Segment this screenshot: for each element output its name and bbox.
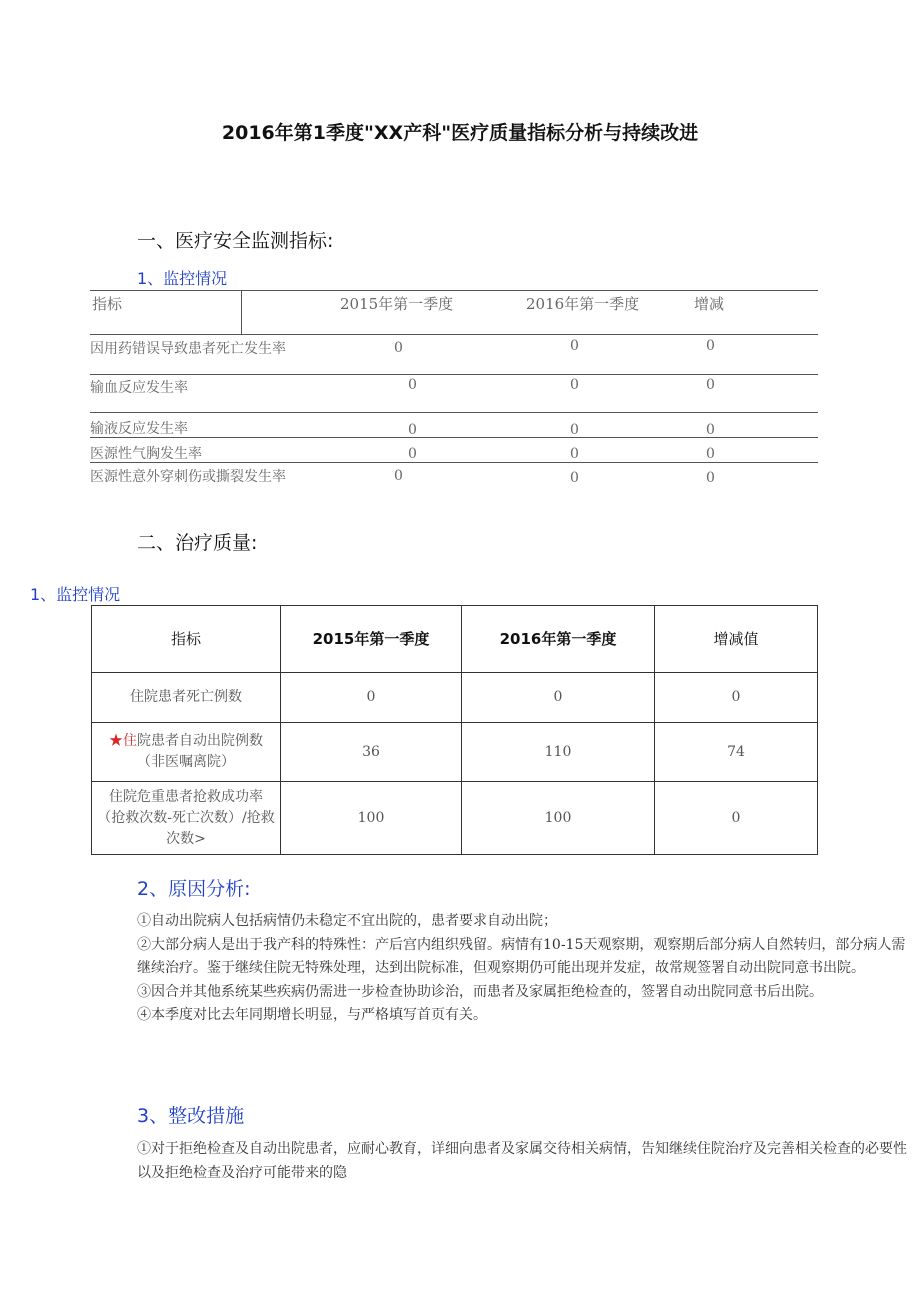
row-v2016: 0	[570, 470, 579, 486]
row-v2015: 0	[394, 468, 403, 484]
row-name: 住院患者死亡例数	[92, 673, 281, 723]
t2-header-indicator: 指标	[92, 606, 281, 673]
section2-subheading: 1、监控情况	[30, 585, 121, 604]
row-name: 输血反应发生率	[90, 380, 188, 396]
t1-header-2015: 2015年第一季度	[340, 295, 454, 313]
table-row	[92, 782, 818, 855]
table-header-row	[92, 606, 818, 673]
t2-header-2015: 2015年第一季度	[281, 606, 462, 673]
row-v2015: 0	[408, 377, 417, 393]
row-v2016: 0	[570, 377, 579, 393]
list-item: ②大部分病人是出于我产科的特殊性：产后宫内组织残留。病情有10-15天观察期，观察期后部分病人自然转归，部分病人需继续治疗。鉴于继续住院无特殊处理，达到出院标准，但观察期仍可能出现并发症，故常规签署自动出院同意书出院。	[137, 936, 906, 976]
row-name-cell	[92, 723, 281, 782]
row-diff: 0	[706, 470, 715, 486]
t1-header-diff: 增减	[694, 295, 725, 313]
measures-heading: 3、整改措施	[137, 1105, 245, 1127]
page-title: 2016年第1季度"XX产科"医疗质量指标分析与持续改进	[221, 122, 699, 144]
row-diff: 0	[706, 446, 715, 462]
measures-list	[137, 1138, 909, 1185]
section1-subheading: 1、监控情况	[137, 269, 228, 288]
list-item: ③因合并其他系统某些疾病仍需进一步检查协助诊治，而患者及家属拒绝检查的，签署自动出院同意书后出院。	[137, 983, 823, 1000]
section1-heading: 一、医疗安全监测指标:	[137, 230, 334, 252]
section2-heading: 二、治疗质量:	[137, 532, 258, 554]
row-name: 住院危重患者抢救成功率（抢救次数-死亡次数）/抢救次数>	[92, 782, 281, 855]
row-v2016: 0	[462, 673, 655, 723]
row-name: 输液反应发生率	[90, 421, 188, 437]
t2-header-diff: 增减值	[655, 606, 818, 673]
t2-header-2016: 2016年第一季度	[462, 606, 655, 673]
row-name: 医源性意外穿刺伤或撕裂发生率	[90, 469, 286, 485]
t1-header-2016: 2016年第一季度	[526, 295, 640, 313]
treatment-quality-table	[91, 605, 818, 855]
row-v2015: 0	[408, 446, 417, 462]
row-v2015: 0	[408, 422, 417, 438]
star-icon: ★住	[109, 733, 137, 749]
row-v2016: 0	[570, 446, 579, 462]
row-v2016: 0	[570, 422, 579, 438]
row-diff: 0	[706, 338, 715, 354]
list-item: ①自动出院病人包括病情仍未稳定不宜出院的，患者要求自动出院；	[137, 913, 557, 929]
row-v2016: 100	[462, 782, 655, 855]
row-name: 院患者自动出院例数（非医嘱离院）	[137, 733, 263, 770]
row-diff: 0	[706, 377, 715, 393]
row-diff: 74	[655, 723, 818, 782]
list-item: ④本季度对比去年同期增长明显，与严格填写首页有关。	[137, 1007, 487, 1023]
table-row	[92, 723, 818, 782]
row-diff: 0	[655, 673, 818, 723]
row-name: 因用药错误导致患者死亡发生率	[90, 341, 286, 357]
row-v2016: 0	[570, 338, 579, 354]
analysis-list	[137, 910, 909, 1028]
row-v2015: 0	[281, 673, 462, 723]
safety-indicator-table	[90, 290, 818, 490]
row-diff: 0	[655, 782, 818, 855]
t1-header-indicator: 指标	[92, 295, 123, 313]
row-name: 医源性气胸发生率	[90, 446, 202, 462]
row-diff: 0	[706, 422, 715, 438]
list-item: ①对于拒绝检查及自动出院患者，应耐心教育，详细向患者及家属交待相关病情，告知继续住院治疗及完善相关检查的必要性以及拒绝检查及治疗可能带来的隐	[137, 1141, 907, 1181]
table-row	[92, 673, 818, 723]
row-v2016: 110	[462, 723, 655, 782]
row-v2015: 36	[281, 723, 462, 782]
row-v2015: 100	[281, 782, 462, 855]
row-v2015: 0	[394, 340, 403, 356]
analysis-heading: 2、原因分析:	[137, 878, 251, 900]
